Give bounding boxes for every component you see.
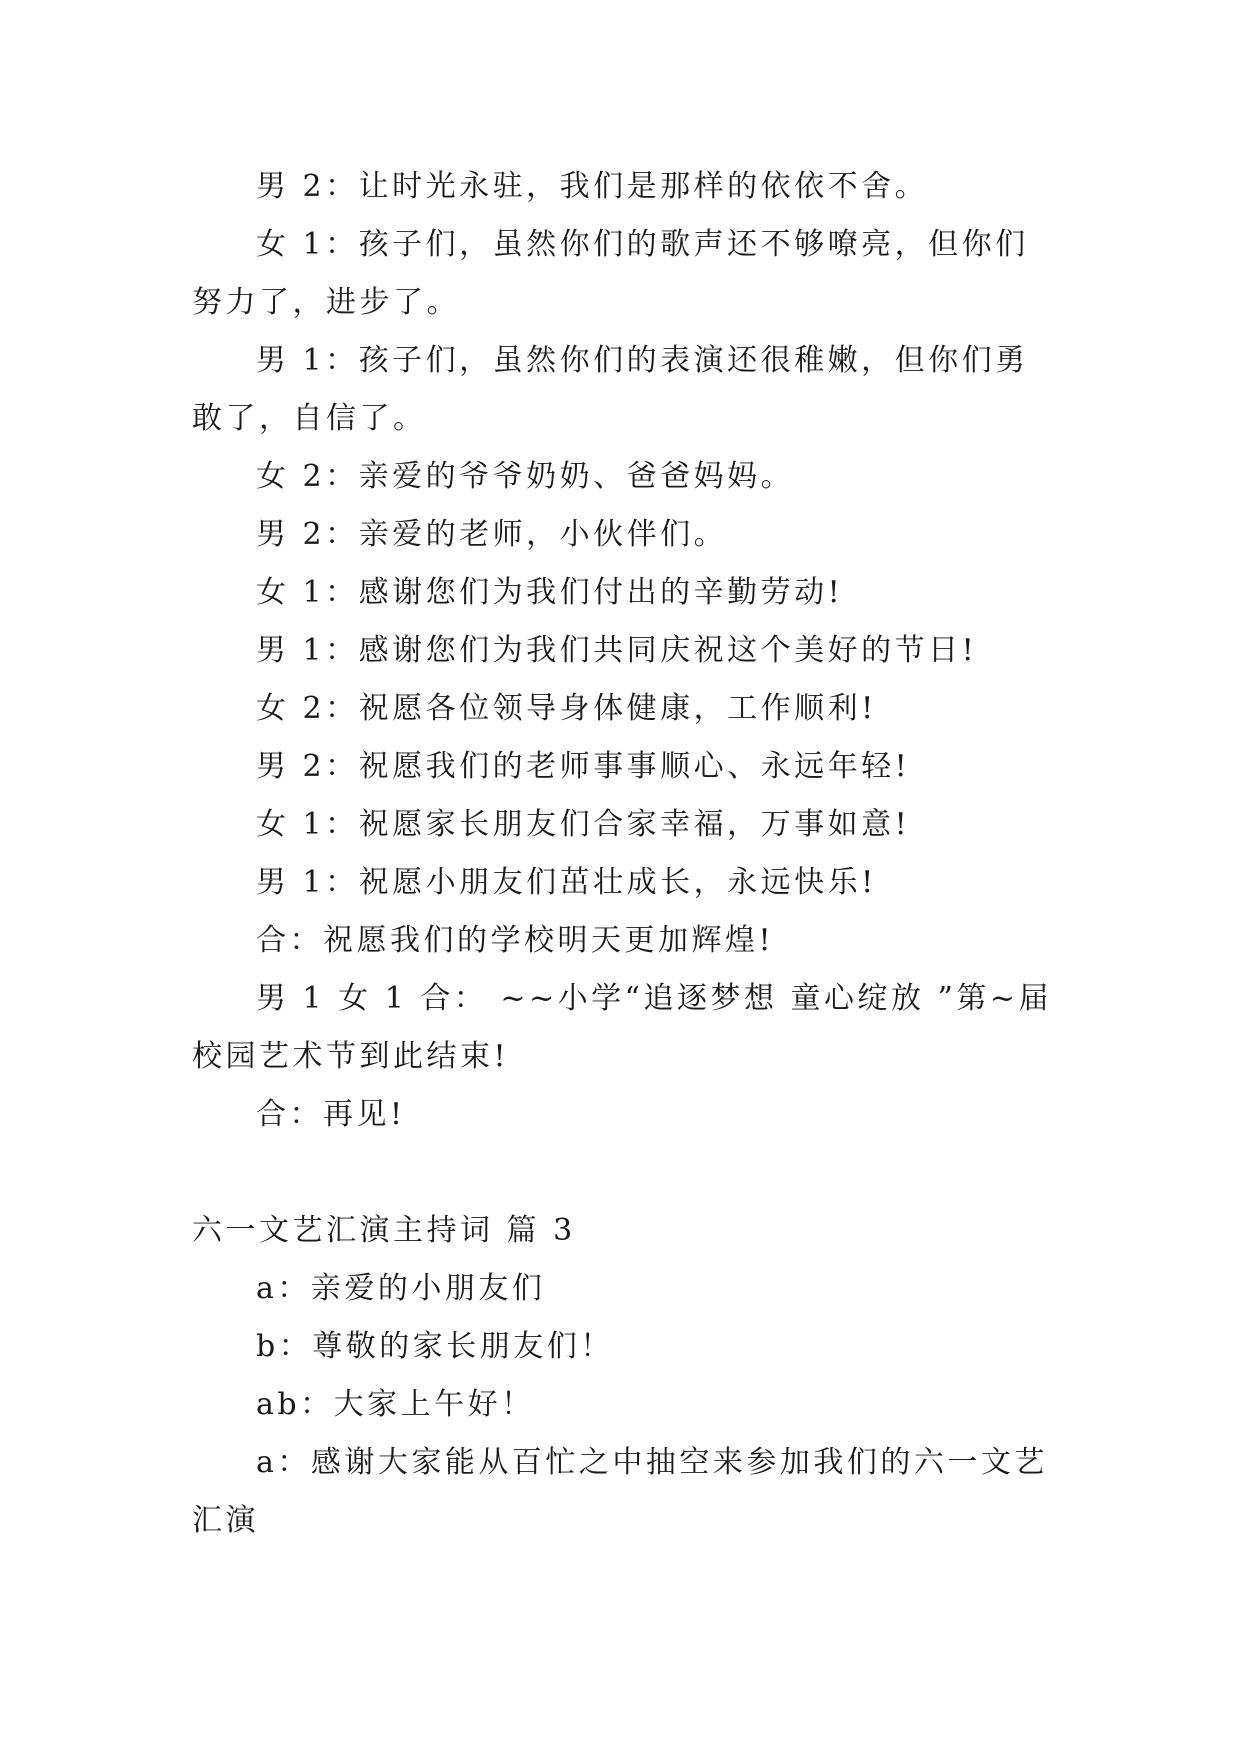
paragraph: a：亲爱的小朋友们 xyxy=(256,1271,546,1306)
paragraph: 男 1：孩子们，虽然你们的表演还很稚嫩，但你们勇敢了，自信了。 xyxy=(192,343,1029,436)
section-spacer xyxy=(192,1144,1052,1202)
paragraph: 女 1：感谢您们为我们付出的辛勤劳动! xyxy=(256,575,844,610)
paragraph: 合：祝愿我们的学校明天更加辉煌! xyxy=(256,923,775,958)
section-heading: 六一文艺汇演主持词 篇 3 xyxy=(192,1213,576,1248)
paragraph: 女 2：亲爱的爷爷奶奶、爸爸妈妈。 xyxy=(256,459,795,494)
paragraph: 男 2：让时光永驻，我们是那样的依依不舍。 xyxy=(256,169,929,204)
paragraph: 女 2：祝愿各位领导身体健康，工作顺利! xyxy=(256,691,877,726)
paragraph: 男 2：祝愿我们的老师事事顺心、永远年轻! xyxy=(256,749,911,784)
paragraph: a：感谢大家能从百忙之中抽空来参加我们的六一文艺汇演 xyxy=(192,1445,1048,1538)
document-body xyxy=(192,158,1052,1550)
paragraph: 男 1 女 1 合： ~~小学“追逐梦想 童心绽放 ”第~届校园艺术节到此结束! xyxy=(192,981,1053,1074)
paragraph: 女 1：孩子们，虽然你们的歌声还不够嘹亮，但你们努力了，进步了。 xyxy=(192,227,1029,320)
paragraph: 合：再见! xyxy=(256,1097,406,1132)
paragraph: 男 1：祝愿小朋友们茁壮成长，永远快乐! xyxy=(256,865,877,900)
paragraph: 男 1：感谢您们为我们共同庆祝这个美好的节日! xyxy=(256,633,978,668)
paragraph: 女 1：祝愿家长朋友们合家幸福，万事如意! xyxy=(256,807,911,842)
paragraph: 男 2：亲爱的老师，小伙伴们。 xyxy=(256,517,728,552)
paragraph: b：尊敬的家长朋友们！ xyxy=(256,1329,614,1364)
paragraph: ab：大家上午好！ xyxy=(256,1387,535,1422)
